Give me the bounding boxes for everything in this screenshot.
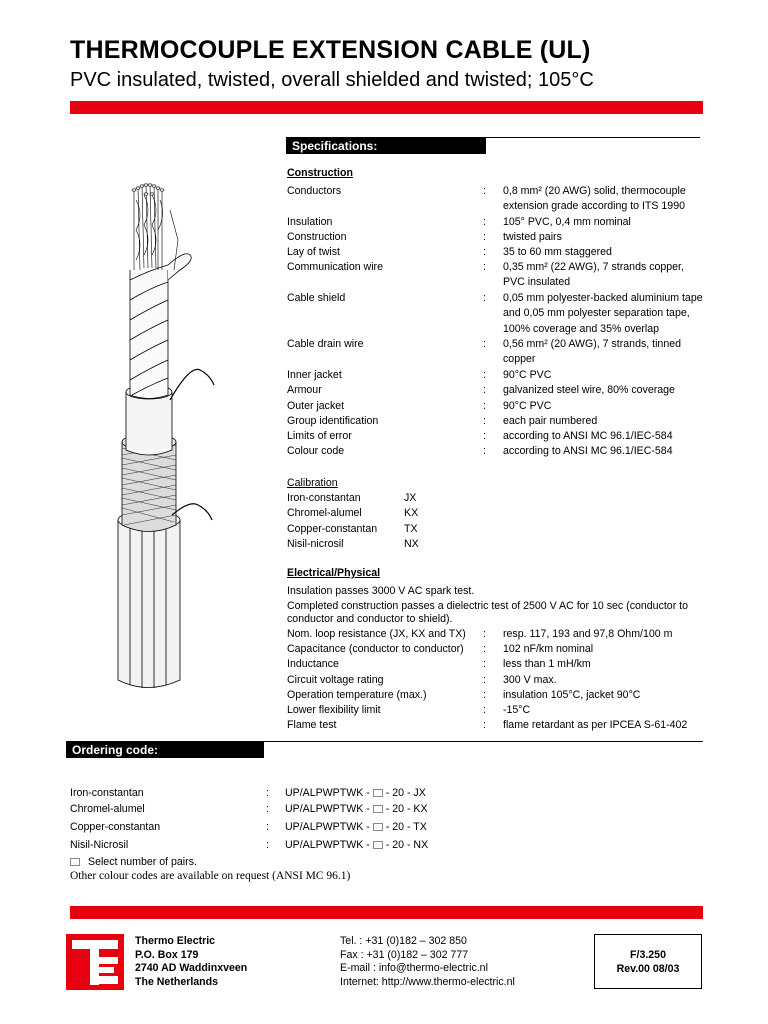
- pairs-checkbox-icon: [373, 789, 383, 797]
- spec-row-conductors: [287, 184, 707, 215]
- spec-label: Construction: [287, 231, 347, 243]
- ordering-label: Copper-constantan: [70, 821, 161, 833]
- electrical-label: Circuit voltage rating: [287, 674, 384, 686]
- colon: :: [483, 384, 486, 396]
- colon: :: [266, 787, 269, 799]
- colon: :: [483, 400, 486, 412]
- spec-label: Cable shield: [287, 292, 346, 304]
- spec-value: galvanized steel wire, 80% coverage: [503, 384, 675, 396]
- colon: :: [266, 839, 269, 851]
- electrical-value: insulation 105°C, jacket 90°C: [503, 689, 641, 701]
- company-country: The Netherlands: [135, 975, 219, 988]
- electrical-label: Nom. loop resistance (JX, KX and TX): [287, 628, 466, 640]
- spec-label: Limits of error: [287, 430, 352, 442]
- electrical-value: 300 V max.: [503, 674, 557, 686]
- electrical-label: Flame test: [287, 719, 337, 731]
- ordering-label: Chromel-alumel: [70, 803, 145, 815]
- spec-value: twisted pairs: [503, 231, 562, 243]
- spec-value: 105° PVC, 0,4 mm nominal: [503, 216, 631, 228]
- colon: :: [483, 628, 486, 640]
- document-revision-box: [594, 934, 702, 989]
- company-address: [135, 935, 247, 989]
- electrical-value: less than 1 mH/km: [503, 658, 591, 670]
- colon: :: [483, 643, 486, 655]
- electrical-value: -15°C: [503, 704, 531, 716]
- ordering-code: UP/ALPWPTWK - - 20 - JX: [285, 787, 426, 799]
- electrical-value: resp. 117, 193 and 97,8 Ohm/100 m: [503, 628, 673, 640]
- ordering-label: Nisil-Nicrosil: [70, 839, 129, 851]
- ordering-code: UP/ALPWPTWK - - 20 - TX: [285, 821, 427, 833]
- spec-value: 0,8 mm² (20 AWG) solid, thermocouple extension grade according to ITS 1990: [503, 185, 686, 213]
- company-contact: [340, 935, 515, 989]
- thermo-electric-logo: [66, 934, 124, 990]
- electrical-label: Operation temperature (max.): [287, 689, 427, 701]
- electrical-label: Inductance: [287, 658, 339, 670]
- electrical-note-spark-test: Insulation passes 3000 V AC spark test.: [287, 585, 475, 597]
- company-po-box: P.O. Box 179: [135, 948, 199, 961]
- calibration-label: Iron-constantan: [287, 492, 361, 504]
- select-pairs-note: Select number of pairs.: [70, 856, 197, 868]
- colon: :: [483, 292, 486, 304]
- calibration-code: KX: [404, 507, 419, 519]
- contact-internet[interactable]: Internet: http://www.thermo-electric.nl: [340, 975, 515, 988]
- electrical-value: 102 nF/km nominal: [503, 643, 594, 655]
- ordering-heading: Ordering code:: [66, 741, 264, 758]
- colon: :: [483, 430, 486, 442]
- contact-fax: Fax : +31 (0)182 – 302 777: [340, 948, 469, 961]
- calibration-code: JX: [404, 492, 417, 504]
- spec-value: 0,35 mm² (22 AWG), 7 strands copper, PVC insulated: [503, 261, 684, 289]
- page-title: THERMOCOUPLE EXTENSION CABLE (UL): [70, 36, 591, 64]
- colon: :: [483, 658, 486, 670]
- spec-label: Colour code: [287, 445, 345, 457]
- spec-value: each pair numbered: [503, 415, 598, 427]
- pairs-checkbox-icon: [70, 858, 80, 866]
- spec-label: Conductors: [287, 185, 342, 197]
- colon: :: [483, 369, 486, 381]
- colon: :: [266, 821, 269, 833]
- page-subtitle: PVC insulated, twisted, overall shielded and twisted; 105°C: [70, 69, 594, 91]
- colon: :: [483, 674, 486, 686]
- company-city: 2740 AD Waddinxveen: [135, 962, 248, 974]
- ordering-code: UP/ALPWPTWK - - 20 - KX: [285, 803, 428, 815]
- electrical-note-dielectric: Completed construction passes a dielectric test of 2500 V AC for 10 sec (conductor to conductor and conductor to shield).: [287, 600, 689, 625]
- spec-label: Lay of twist: [287, 246, 340, 258]
- spec-value: 90°C PVC: [503, 400, 552, 412]
- spec-value: 90°C PVC: [503, 369, 552, 381]
- colon: :: [483, 261, 486, 273]
- electrical-value: flame retardant as per IPCEA S-61-402: [503, 719, 688, 731]
- contact-tel: Tel. : +31 (0)182 – 302 850: [340, 935, 467, 947]
- colon: :: [483, 689, 486, 701]
- company-name: Thermo Electric: [135, 935, 216, 947]
- ordering-label: Iron-constantan: [70, 787, 144, 799]
- calibration-heading: Calibration: [287, 477, 338, 489]
- spec-label: Armour: [287, 384, 322, 396]
- cable-illustration: [100, 170, 260, 730]
- spec-value: 0,56 mm² (20 AWG), 7 strands, tinned copper: [503, 338, 682, 366]
- colon: :: [483, 185, 486, 197]
- colon: :: [483, 231, 486, 243]
- calibration-label: Copper-constantan: [287, 523, 378, 535]
- colon: :: [483, 246, 486, 258]
- construction-heading: Construction: [287, 167, 353, 179]
- specifications-heading: Specifications:: [286, 137, 486, 154]
- electrical-label: Capacitance (conductor to conductor): [287, 643, 464, 655]
- spec-label: Communication wire: [287, 261, 383, 273]
- contact-email[interactable]: E-mail : info@thermo-electric.nl: [340, 962, 488, 974]
- spec-label: Cable drain wire: [287, 338, 364, 350]
- ordering-code: UP/ALPWPTWK - - 20 - NX: [285, 839, 429, 851]
- electrical-heading: Electrical/Physical: [287, 567, 381, 579]
- spec-value: according to ANSI MC 96.1/IEC-584: [503, 445, 673, 457]
- document-number: F/3.250: [630, 949, 666, 961]
- calibration-label: Chromel-alumel: [287, 507, 362, 519]
- pairs-checkbox-icon: [373, 805, 383, 813]
- colon: :: [483, 415, 486, 427]
- colon: :: [483, 719, 486, 731]
- document-revision: Rev.00 08/03: [616, 962, 680, 975]
- spec-label: Group identification: [287, 415, 379, 427]
- bottom-red-bar: [70, 906, 703, 919]
- calibration-label: Nisil-nicrosil: [287, 538, 344, 550]
- pairs-checkbox-icon: [373, 841, 383, 849]
- colon: :: [483, 445, 486, 457]
- spec-value: according to ANSI MC 96.1/IEC-584: [503, 430, 673, 442]
- colon: :: [483, 704, 486, 716]
- other-colour-codes-note: Other colour codes are available on request (ANSI MC 96.1): [70, 870, 351, 882]
- calibration-code: NX: [404, 538, 419, 550]
- top-red-bar: [70, 101, 703, 114]
- electrical-label: Lower flexibility limit: [287, 704, 381, 716]
- spec-label: Outer jacket: [287, 400, 345, 412]
- calibration-code: TX: [404, 523, 418, 535]
- spec-label: Inner jacket: [287, 369, 342, 381]
- colon: :: [483, 216, 486, 228]
- spec-value: 0,05 mm polyester-backed aluminium tape and 0,05 mm polyester separation tape, 100% coverage and 35% overlap: [503, 292, 703, 335]
- colon: :: [483, 338, 486, 350]
- colon: :: [266, 803, 269, 815]
- spec-value: 35 to 60 mm staggered: [503, 246, 612, 258]
- spec-label: Insulation: [287, 216, 333, 228]
- pairs-checkbox-icon: [373, 823, 383, 831]
